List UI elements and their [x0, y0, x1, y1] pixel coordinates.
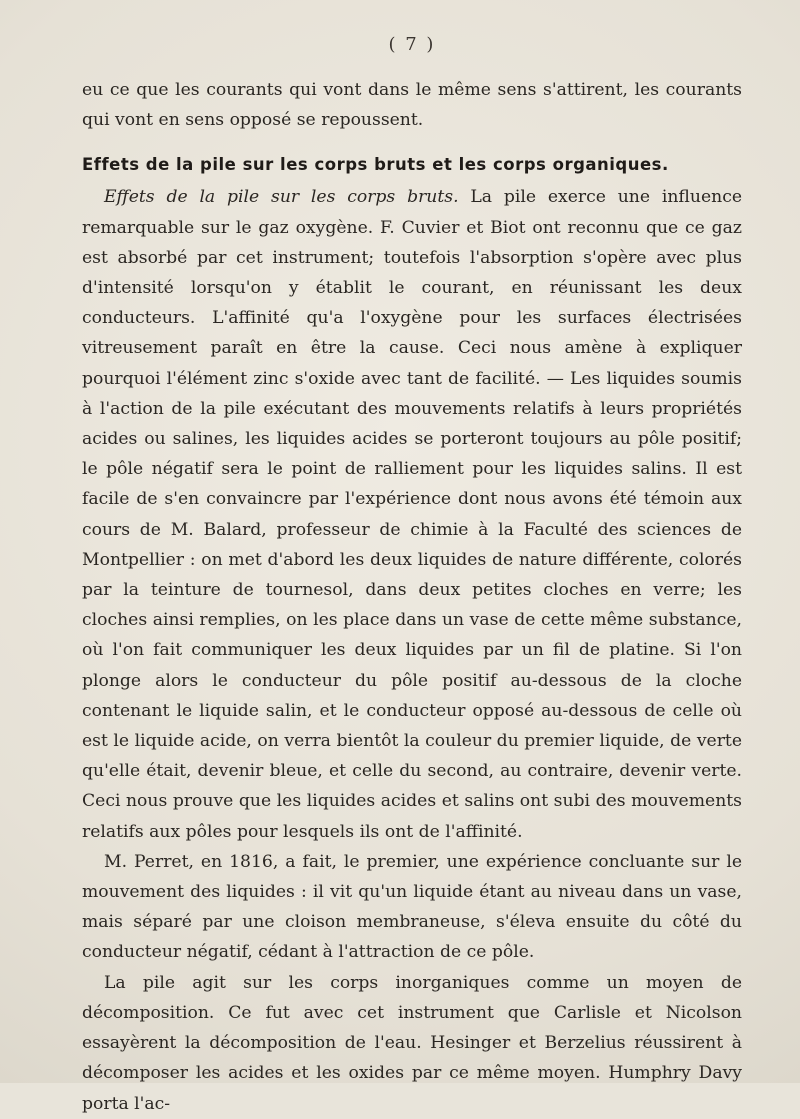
paragraph-1 [82, 182, 742, 846]
page-number: ( 7 ) [388, 34, 436, 55]
section-heading: Effets de la pile sur les corps bruts et les corps organiques. [82, 155, 669, 175]
continuation-paragraph: eu ce que les courants qui vont dans le même sens s'attirent, les courants qui vont en sens opposé se repoussent. [82, 80, 742, 131]
paragraph-3: La pile agit sur les corps inorganiques comme un moyen de décomposition. Ce fut avec cet instrument que Carlisle et Nicolson essayèrent la décomposition de l'eau. Hesinger et Berzelius réussirent à décomposer les acides et les oxides par ce même moyen. Humphry Davy porta l'ac- [82, 972, 742, 1114]
paragraph-2: M. Perret, en 1816, a fait, le premier, une expérience concluante sur le mouvement des liquides : il vit qu'un liquide étant au niveau dans un vase, mais séparé par une cloison membraneuse, s'éleva ensuite du côté du conducteur négatif, cédant à l'attraction de ce pôle. [82, 851, 742, 963]
paragraph-1-title: Effets de la pile sur les corps bruts. [104, 187, 459, 208]
paragraph-1-text: La pile exerce une influence remarquable sur le gaz oxygène. F. Cuvier et Biot ont reconnu que ce gaz est absorbé par cet instrument; toutefois l'absorption s'opère avec plus d'intensité lorsqu'on y établit le courant, en réunissant les deux conducteurs. L'affinité qu'a l'oxygène pour les surfaces électrisées vitreusement paraît en être la cause. Ceci nous amène à expliquer pourquoi l'élément zinc s'oxide avec tant de facilité. — Les liquides soumis à l'action de la pile exécutant des mouvements relatifs à leurs propriétés acides ou salines, les liquides acides se porteront toujours au pôle positif; le pôle négatif sera le point de ralliement pour les liquides salins. Il est facile de s'en convaincre par l'expérience dont nous avons été témoin aux cours de M. Balard, professeur de chimie à la Faculté des sciences de Montpellier : on met d'abord les deux liquides de nature différente, colorés par la teinture de tournesol, dans deux petites cloches en verre; les cloches ainsi remplies, on les place dans un vase de cette même substance, où l'on fait communiquer les deux liquides par un fil de platine. Si l'on plonge alors le conducteur du pôle positif au-dessous de la cloche contenant le liquide salin, et le conducteur opposé au-dessous de celle où est le liquide acide, on verra bientôt la couleur du premier liquide, de verte qu'elle était, devenir bleue, et celle du second, au contraire, devenir verte. Ceci nous prouve que les liquides acides et salins ont subi des mouvements relatifs aux pôles pour lesquels ils ont de l'affinité. [82, 187, 742, 842]
